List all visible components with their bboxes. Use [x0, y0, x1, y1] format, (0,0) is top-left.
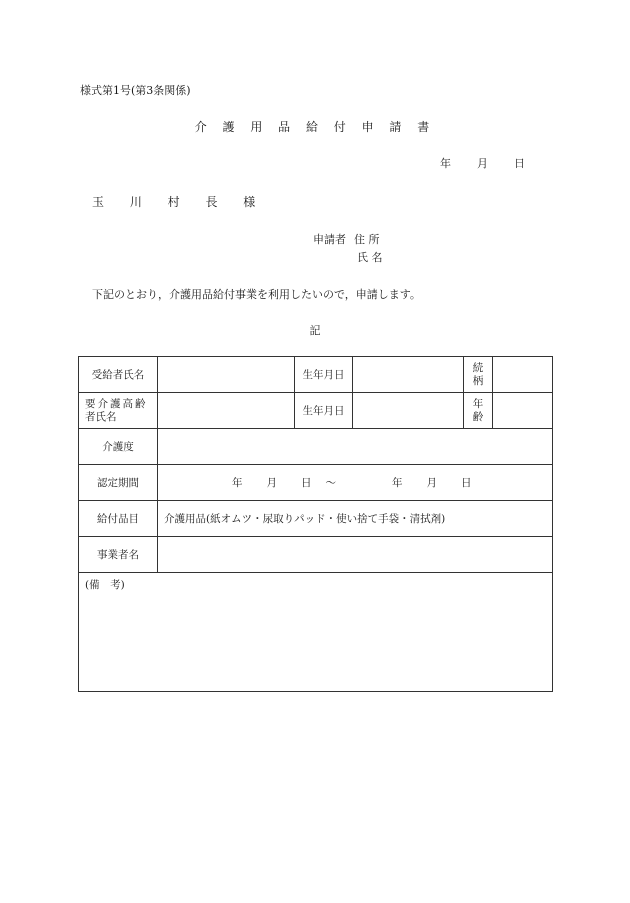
elderly-name-label-2: 者氏名 [85, 410, 117, 423]
period-day-2: 日 [461, 477, 472, 489]
age-label-1: 年 [472, 397, 484, 410]
period-field[interactable] [158, 465, 553, 501]
recipient-dob-label: 生年月日 [295, 357, 353, 393]
remarks-field[interactable] [79, 573, 553, 692]
intro-text: 下記のとおり，介護用品給付事業を利用したいので，申請します。 [92, 288, 421, 301]
table-row [79, 465, 553, 501]
table-row [79, 501, 553, 537]
ki-mark: 記 [309, 324, 321, 337]
applicant-label: 申請者 [313, 233, 346, 246]
elderly-dob-field[interactable] [353, 393, 464, 429]
addressee: 玉 川 村 長 様 [92, 195, 267, 209]
elderly-name-label-1: 要介護高齢 [85, 397, 148, 410]
period-year-2: 年 [392, 477, 403, 489]
period-day-1: 日 [301, 477, 312, 489]
care-level-label: 介護度 [79, 429, 158, 465]
recipient-name-field[interactable] [158, 357, 295, 393]
elderly-name-label [79, 393, 158, 429]
table-row [79, 357, 553, 393]
recipient-dob-field[interactable] [353, 357, 464, 393]
period-month-2: 月 [426, 477, 437, 489]
document-title: 介 護 用 品 給 付 申 請 書 [194, 120, 436, 134]
table-row [79, 573, 553, 692]
period-label: 認定期間 [79, 465, 158, 501]
provider-label: 事業者名 [79, 537, 158, 573]
period-month-1: 月 [266, 477, 277, 489]
address-label: 住 所 [354, 233, 380, 246]
care-level-field[interactable] [158, 429, 553, 465]
application-table [78, 356, 553, 692]
applicant-block [313, 231, 383, 267]
items-label: 給付品目 [79, 501, 158, 537]
items-value: 介護用品(紙オムツ・尿取りパッド・使い捨て手袋・清拭剤) [158, 501, 553, 537]
age-label [464, 393, 493, 429]
form-number: 様式第1号(第3条関係) [80, 84, 191, 97]
date-line [440, 155, 525, 171]
relation-label-2: 柄 [472, 374, 484, 387]
elderly-dob-label: 生年月日 [295, 393, 353, 429]
period-year-1: 年 [232, 477, 243, 489]
period-tilde: 〜 [325, 477, 336, 489]
age-label-2: 齢 [472, 410, 484, 423]
elderly-name-field[interactable] [158, 393, 295, 429]
age-field[interactable] [493, 393, 553, 429]
relation-field[interactable] [493, 357, 553, 393]
provider-field[interactable] [158, 537, 553, 573]
relation-label-1: 続 [472, 361, 484, 374]
date-year: 年 [440, 157, 451, 170]
relation-label [464, 357, 493, 393]
table-row [79, 429, 553, 465]
recipient-name-label: 受給者氏名 [79, 357, 158, 393]
name-label: 氏 名 [357, 251, 383, 264]
date-day: 日 [514, 157, 525, 170]
table-row [79, 393, 553, 429]
date-month: 月 [477, 157, 488, 170]
table-row [79, 537, 553, 573]
remarks-label: (備 考) [85, 579, 125, 591]
